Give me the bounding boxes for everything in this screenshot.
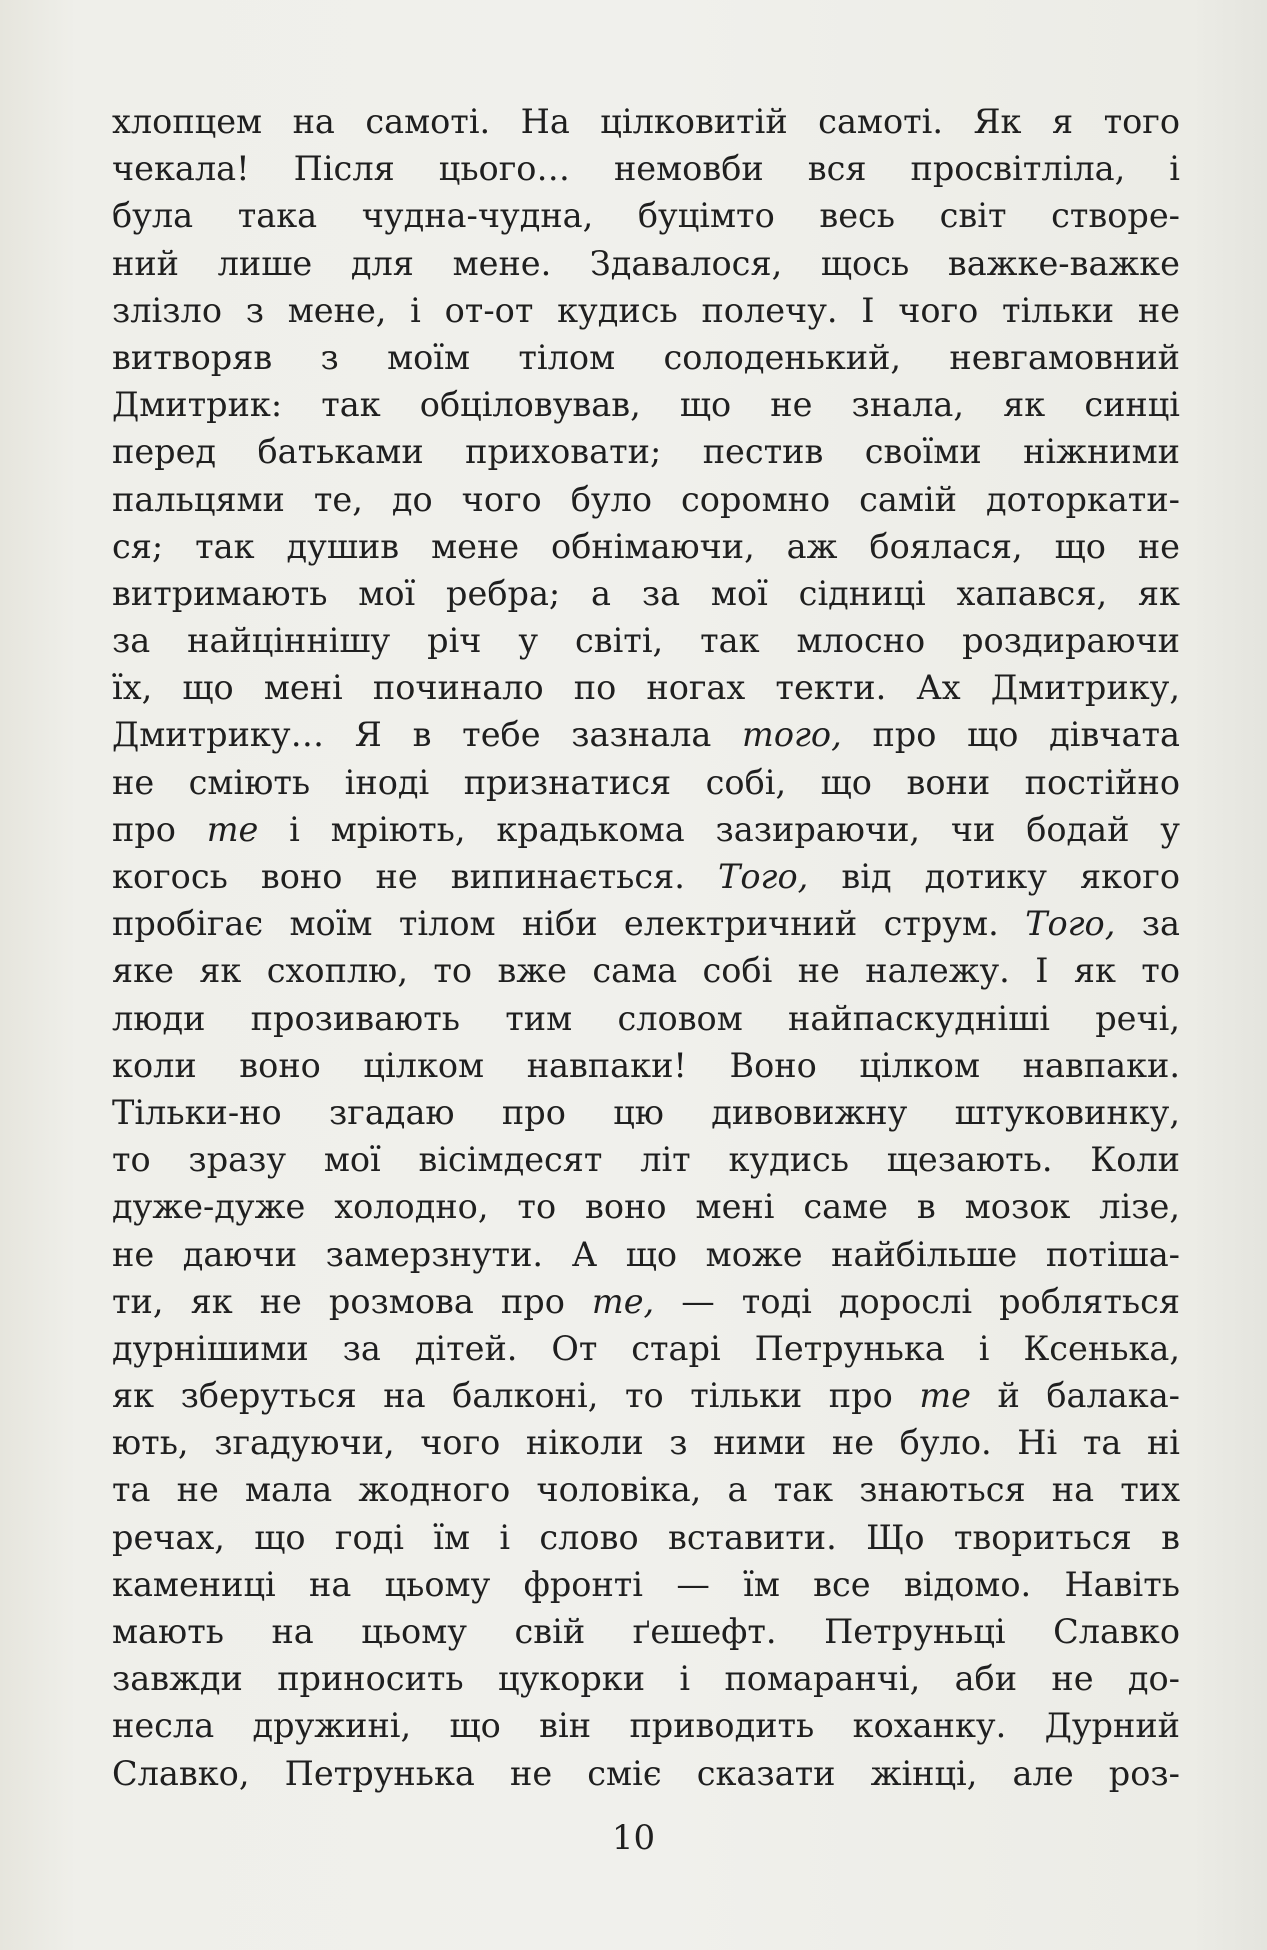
text-line: [112, 287, 1180, 334]
text-line: [112, 476, 1180, 523]
text-line: [112, 381, 1180, 428]
text-line: [112, 617, 1180, 664]
text-run: ти, як не розмова про: [112, 1281, 592, 1321]
italic-word: Того,: [1025, 904, 1116, 944]
text-line: [112, 1466, 1180, 1513]
italic-word: те,: [591, 1281, 655, 1321]
text-line: [112, 570, 1180, 617]
text-run: ний лише для мене. Здавалося, щось важке-важке: [112, 243, 1180, 283]
text-run: камениці на цьому фронті — їм все відомо. Навіть: [112, 1564, 1180, 1604]
text-line: [112, 192, 1180, 239]
text-line: [112, 759, 1180, 806]
text-line: [112, 1419, 1180, 1466]
text-run: ся; так душив мене обнімаючи, аж боялася, що не: [112, 526, 1180, 566]
text-run: пальцями те, до чого було соромно самій доторкати-: [112, 479, 1180, 519]
text-run: чекала! Після цього… немовби вся просвітліла, і: [112, 149, 1180, 189]
text-run: витворяв з моїм тілом солоденький, невгамовний: [112, 337, 1180, 377]
text-line: [112, 1089, 1180, 1136]
text-run: мають на цьому свій ґешефт. Петруньці Славко: [112, 1612, 1180, 1651]
text-line: [112, 334, 1180, 381]
text-run: пробігає моїм тілом ніби електричний струм.: [112, 904, 1026, 944]
text-line: [112, 1655, 1180, 1702]
text-line: [112, 1325, 1180, 1372]
text-line: [112, 995, 1180, 1042]
text-run: як зберуться на балконі, то тільки про: [112, 1376, 920, 1416]
italic-word: те: [206, 809, 259, 849]
text-run: люди прозивають тим словом найпаскудніші речі,: [112, 998, 1180, 1038]
text-run: витримають мої ребра; а за мої сідниці хапався, як: [112, 573, 1180, 613]
page-number: 10: [611, 1818, 656, 1858]
text-line: [112, 98, 1180, 145]
text-line: [112, 900, 1180, 947]
text-line: [112, 1231, 1180, 1278]
text-line: [112, 1136, 1180, 1183]
text-run: не сміють іноді признатися собі, що вони постійно: [112, 762, 1180, 802]
text-run: ють, згадуючи, чого ніколи з ними не було. Ні та ні: [112, 1423, 1180, 1463]
text-run: дурнішими за дітей. От старі Петрунька і Ксенька,: [112, 1328, 1180, 1368]
text-line: [112, 1608, 1180, 1655]
text-line: [112, 711, 1180, 758]
text-run: і мріють, крадькома зазираючи, чи бодай у: [258, 809, 1180, 849]
text-run: — тоді дорослі робляться: [654, 1281, 1180, 1321]
text-run: й балака-: [970, 1376, 1180, 1416]
text-run: когось воно не випинається.: [112, 857, 719, 896]
text-run: Дмитрику… Я в тебе зазнала: [112, 715, 743, 755]
italic-word: того,: [742, 715, 842, 755]
italic-word: те: [919, 1376, 971, 1416]
text-line: [112, 1183, 1180, 1230]
text-run: від дотику якого: [808, 857, 1180, 896]
text-run: та не мала жодного чоловіка, а так знаються на тих: [112, 1470, 1180, 1510]
text-line: [112, 240, 1180, 287]
text-run: завжди приносить цукорки і помаранчі, аби не до-: [112, 1659, 1180, 1699]
text-run: перед батьками приховати; пестив своїми ніжними: [112, 432, 1180, 472]
text-run: Тільки-но згадаю про цю дивовижну штуковинку,: [112, 1092, 1180, 1132]
text-run: речах, що годі їм і слово вставити. Що твориться в: [112, 1517, 1180, 1557]
text-line: [112, 1561, 1180, 1608]
text-run: то зразу мої вісімдесят літ кудись щезають. Коли: [112, 1140, 1180, 1180]
text-run: їх, що мені починало по ногах текти. Ах Дмитрику,: [112, 668, 1180, 708]
text-line: [112, 853, 1180, 900]
text-line: [112, 1042, 1180, 1089]
text-run: за найціннішу річ у світі, так млосно роздираючи: [112, 621, 1180, 661]
text-line: [112, 806, 1180, 853]
text-run: дуже-дуже холодно, то воно мені саме в мозок лізе,: [112, 1187, 1180, 1227]
text-run: про що дівчата: [841, 715, 1180, 755]
text-run: Славко, Петрунька не сміє сказати жінці, але роз-: [112, 1753, 1180, 1793]
text-line: [112, 1372, 1180, 1419]
text-line: [112, 947, 1180, 994]
text-line: [112, 1514, 1180, 1561]
text-run: Дмитрик: так обціловував, що не знала, як синці: [112, 385, 1180, 425]
text-run: не даючи замерзнути. А що може найбільше потіша-: [112, 1234, 1180, 1274]
text-line: [112, 1750, 1180, 1797]
text-run: хлопцем на самоті. На цілковитій самоті. Як я того: [112, 102, 1180, 141]
text-line: [112, 1278, 1180, 1325]
text-run: про: [112, 809, 207, 849]
text-run: яке як схоплю, то вже сама собі не належу. І як то: [112, 951, 1180, 991]
text-line: [112, 1702, 1180, 1749]
text-line: [112, 523, 1180, 570]
text-run: була така чудна-чудна, буцімто весь світ створе-: [112, 196, 1180, 236]
text-line: [112, 145, 1180, 192]
body-text: [112, 98, 1180, 1797]
text-run: за: [1115, 904, 1180, 944]
text-run: несла дружині, що він приводить коханку. Дурний: [112, 1706, 1180, 1746]
text-run: злізло з мене, і от-от кудись полечу. І чого тільки не: [112, 290, 1180, 330]
text-line: [112, 428, 1180, 475]
text-line: [112, 664, 1180, 711]
italic-word: Того,: [718, 857, 809, 896]
text-run: коли воно цілком навпаки! Воно цілком навпаки.: [112, 1045, 1180, 1085]
